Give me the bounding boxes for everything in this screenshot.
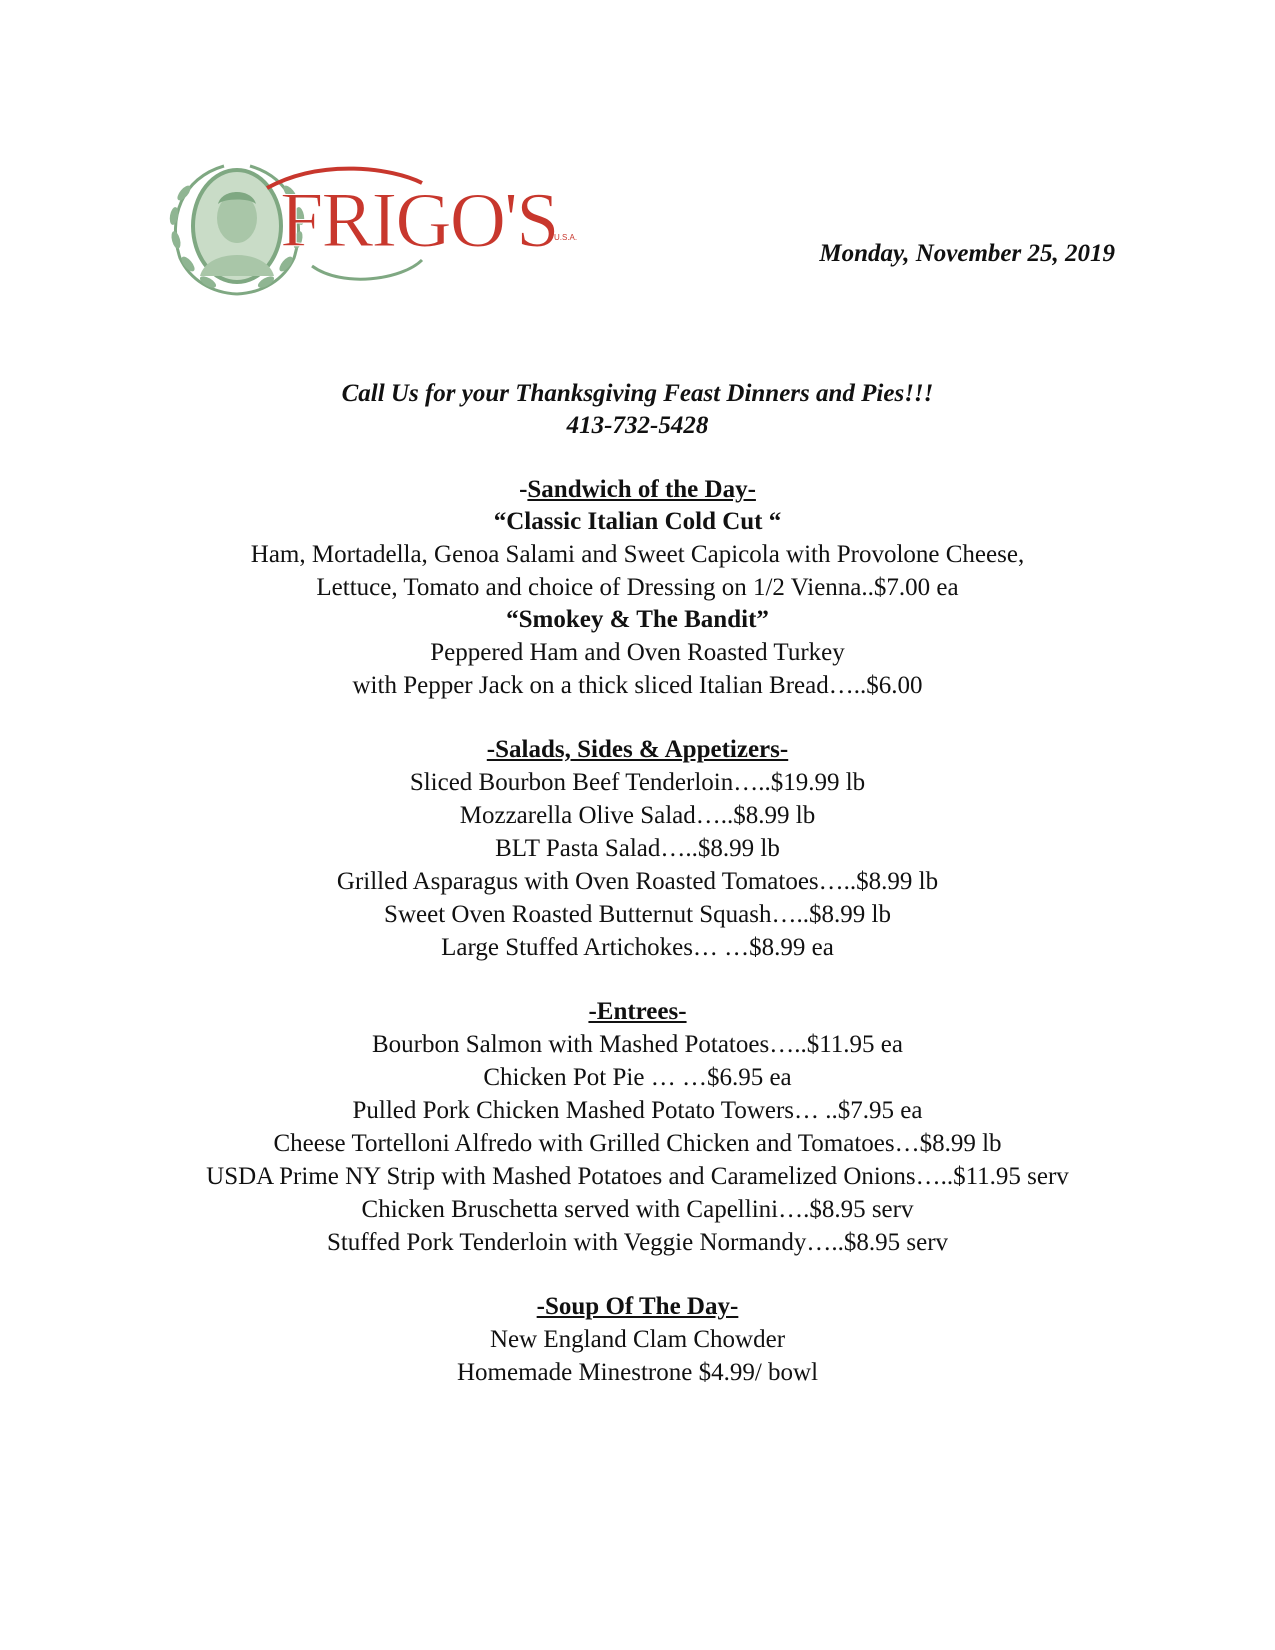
soup-heading-text: -Soup Of The Day-: [536, 1293, 739, 1320]
menu-item: Mozzarella Olive Salad…..$8.99 lb: [459, 802, 816, 829]
menu-item: BLT Pasta Salad…..$8.99 lb: [495, 835, 780, 862]
salads-heading-text: -Salads, Sides & Appetizers-: [486, 736, 789, 763]
menu-item: Chicken Pot Pie … …$6.95 ea: [483, 1064, 792, 1091]
entrees-heading-text: -Entrees-: [588, 998, 687, 1025]
sandwich-item-desc: with Pepper Jack on a thick sliced Italian Bread…..$6.00: [352, 672, 923, 699]
entrees-heading: [60, 996, 1215, 1028]
menu-item: Sliced Bourbon Beef Tenderloin…..$19.99 lb: [409, 769, 866, 796]
menu-item: Chicken Bruschetta served with Capellini….$8.95 serv: [361, 1196, 914, 1223]
soup-section: [60, 1291, 1215, 1389]
phone-number: 413-732-5428: [566, 412, 709, 439]
sandwich-item-desc: Ham, Mortadella, Genoa Salami and Sweet Capicola with Provolone Cheese,: [250, 541, 1025, 568]
sandwich-item-name: “Classic Italian Cold Cut “: [493, 508, 782, 535]
sandwich-heading-prefix: -: [519, 476, 528, 503]
menu-item: Homemade Minestrone $4.99/ bowl: [456, 1359, 819, 1386]
sandwich-heading: [60, 474, 1215, 506]
promo: [60, 378, 1215, 442]
menu-item: Grilled Asparagus with Oven Roasted Tomatoes…..$8.99 lb: [336, 868, 939, 895]
frigos-logo: [162, 148, 592, 298]
menu-item: New England Clam Chowder: [489, 1326, 786, 1353]
sandwich-item-name: “Smokey & The Bandit”: [506, 606, 769, 633]
menu-item: Pulled Pork Chicken Mashed Potato Towers… ..$7.95 ea: [352, 1097, 923, 1124]
logo-suffix-text: U.S.A.: [554, 233, 578, 242]
sandwich-section: [60, 474, 1215, 702]
menu-item: Bourbon Salmon with Mashed Potatoes…..$11.95 ea: [372, 1031, 903, 1058]
menu-content: [60, 378, 1215, 1389]
salads-section: [60, 734, 1215, 964]
menu-item: Stuffed Pork Tenderloin with Veggie Normandy…..$8.95 serv: [326, 1229, 949, 1256]
menu-item: Sweet Oven Roasted Butternut Squash…..$8.99 lb: [384, 901, 891, 928]
logo-brand-text: FRIGO'S: [280, 176, 558, 263]
sandwich-item-desc: Lettuce, Tomato and choice of Dressing on 1/2 Vienna..$7.00 ea: [316, 574, 959, 601]
promo-text: Call Us for your Thanksgiving Feast Dinners and Pies!!!: [341, 380, 934, 407]
sandwich-item-desc: Peppered Ham and Oven Roasted Turkey: [430, 639, 845, 666]
salads-heading: [60, 734, 1215, 766]
menu-date: Monday, November 25, 2019: [819, 240, 1115, 267]
entrees-section: [60, 996, 1215, 1259]
menu-item: Large Stuffed Artichokes… …$8.99 ea: [441, 934, 834, 961]
menu-item: Cheese Tortelloni Alfredo with Grilled Chicken and Tomatoes…$8.99 lb: [273, 1130, 1002, 1157]
sandwich-heading-text: Sandwich of the Day-: [527, 476, 756, 503]
soup-heading: [60, 1291, 1215, 1323]
menu-item: USDA Prime NY Strip with Mashed Potatoes and Caramelized Onions…..$11.95 serv: [206, 1163, 1069, 1190]
